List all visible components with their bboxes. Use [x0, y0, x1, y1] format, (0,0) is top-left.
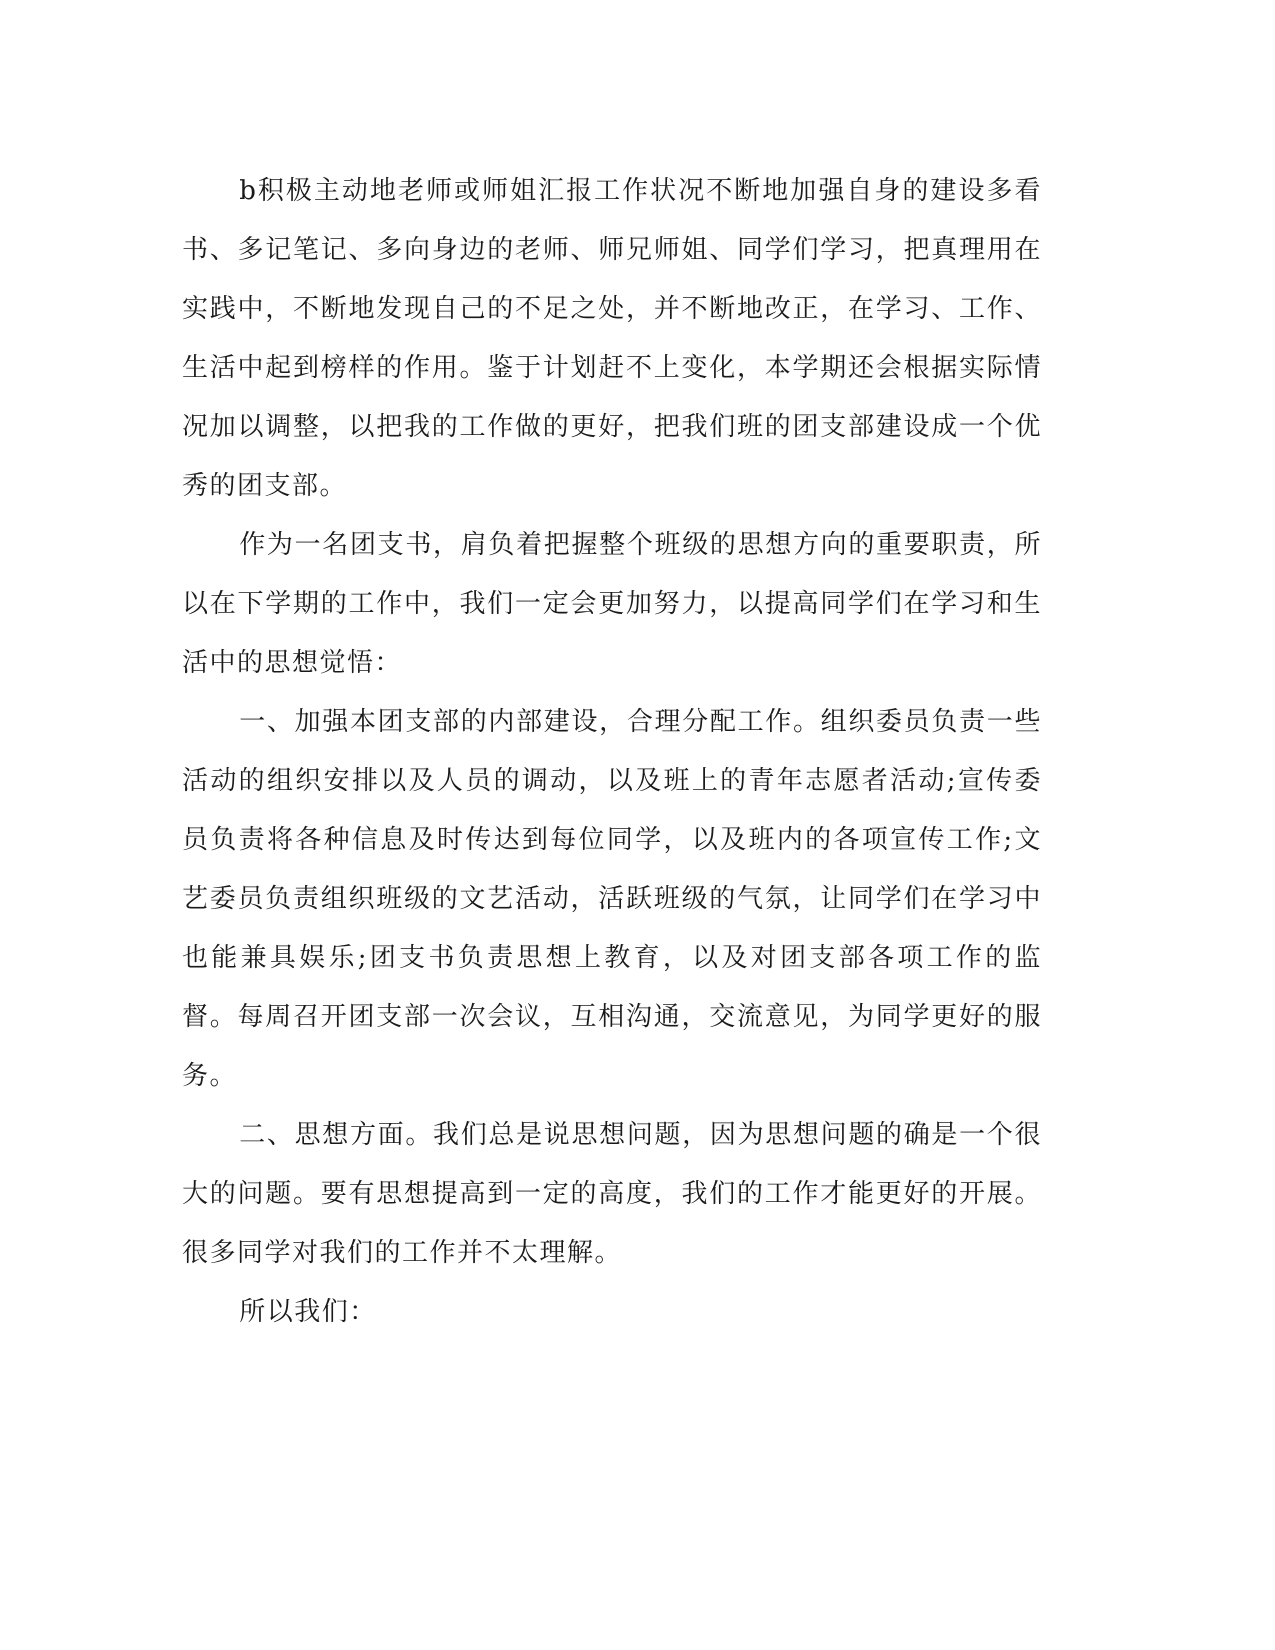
paragraph-1: b积极主动地老师或师姐汇报工作状况不断地加强自身的建设多看书、多记笔记、多向身边的老师、师兄师姐、同学们学习，把真理用在实践中，不断地发现自己的不足之处，并不断地改正，在学习、工作、生活中起到榜样的作用。鉴于计划赶不上变化，本学期还会根据实际情况加以调整，以把我的工作做的更好，把我们班的团支部建设成一个优秀的团支部。: [182, 176, 1042, 501]
paragraph-3: 一、加强本团支部的内部建设，合理分配工作。组织委员负责一些活动的组织安排以及人员的调动，以及班上的青年志愿者活动;宣传委员负责将各种信息及时传达到每位同学，以及班内的各项宣传工作;文艺委员负责组织班级的文艺活动，活跃班级的气氛，让同学们在学习中也能兼具娱乐;团支书负责思想上教育，以及对团支部各项工作的监督。每周召开团支部一次会议，互相沟通，交流意见，为同学更好的服务。: [182, 707, 1042, 1091]
paragraph-2: 作为一名团支书，肩负着把握整个班级的思想方向的重要职责，所以在下学期的工作中，我们一定会更加努力，以提高同学们在学习和生活中的思想觉悟：: [182, 530, 1042, 678]
paragraph-4: 二、思想方面。我们总是说思想问题，因为思想问题的确是一个很大的问题。要有思想提高到一定的高度，我们的工作才能更好的开展。很多同学对我们的工作并不太理解。: [182, 1120, 1042, 1268]
paragraph-5: 所以我们：: [239, 1297, 377, 1327]
document-body: [182, 162, 1042, 1342]
